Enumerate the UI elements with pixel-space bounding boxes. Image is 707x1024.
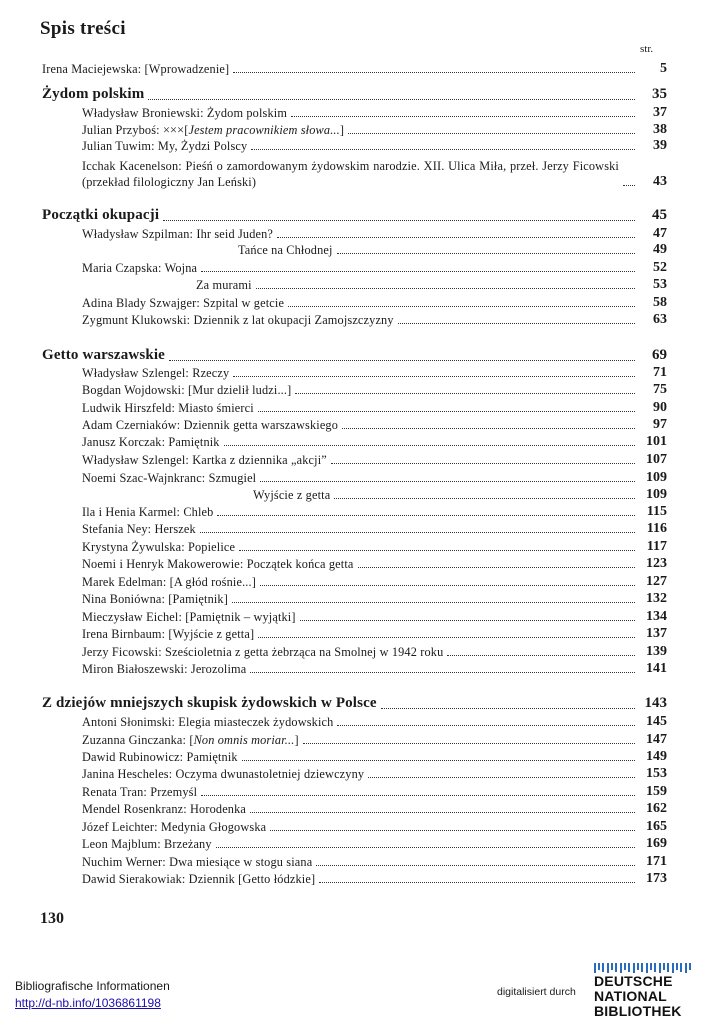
toc-page-number: 71 (653, 365, 667, 380)
toc-entry-title (82, 819, 266, 835)
dot-leader (358, 567, 636, 568)
toc-entry-title (82, 539, 235, 555)
dot-leader (224, 445, 635, 446)
toc-title-text: Antoni Słonimski: Elegia miasteczek żydowskich (82, 715, 334, 729)
dot-leader (217, 515, 635, 516)
toc-entry-title (82, 400, 254, 416)
toc-entry-title (42, 61, 229, 77)
toc-title-text: Krystyna Żywulska: Popielice (82, 540, 236, 554)
toc-title-text: Ila i Henia Karmel: Chleb (82, 505, 214, 519)
toc-entry (82, 156, 667, 190)
toc-entry-title (82, 574, 256, 590)
toc-title-text: Janina Hescheles: Oczyma dwunastoletniej dziewczyny (82, 767, 365, 781)
toc-entry (82, 836, 667, 852)
dot-leader (250, 672, 635, 673)
toc-title-text: Noemi Szac-Wajnkranc: Szmugiel (82, 471, 257, 485)
toc-page-number: 132 (646, 591, 667, 606)
toc-section-title (42, 346, 165, 365)
toc-page-number: 52 (653, 260, 667, 275)
toc-page-number: 43 (653, 174, 667, 189)
toc-entry (82, 138, 667, 154)
dnb-logo-line: DEUTSCHE (594, 973, 673, 989)
dnb-logo-bar (637, 963, 639, 970)
dot-leader (288, 306, 635, 307)
dnb-logo (594, 963, 694, 1021)
dnb-logo-bar (624, 963, 626, 970)
toc-entry (82, 105, 667, 121)
dot-leader (201, 795, 635, 796)
toc-entry (82, 609, 667, 625)
dot-leader (232, 602, 635, 603)
dot-leader (316, 865, 635, 866)
toc-entry (82, 871, 667, 887)
toc-title-text: Noemi i Henryk Makowerowie: Początek końca getta (82, 557, 354, 571)
toc-section (42, 206, 667, 225)
dot-leader (334, 498, 635, 499)
toc-page-number: 123 (646, 556, 667, 571)
toc-title-text: Nina Boniówna: [Pamiętnik] (82, 592, 228, 606)
toc-page-number: 159 (646, 784, 667, 799)
toc-entry-title (82, 417, 338, 433)
bibliographic-info (15, 978, 170, 1012)
toc-title-text: Wyjście z getta (253, 488, 331, 502)
dnb-logo-bar (607, 963, 609, 973)
toc-entry-title (82, 871, 315, 887)
dot-leader (319, 882, 635, 883)
toc-title-text: Irena Birnbaum: [Wyjście z getta] (82, 627, 255, 641)
toc-page-number: 69 (652, 347, 667, 363)
toc-title-text: Dawid Sierakowiak: Dziennik [Getto łódzkie] (82, 872, 316, 886)
toc-page-number: 134 (646, 609, 667, 624)
toc-entry-title (238, 242, 333, 258)
dot-leader (258, 637, 635, 638)
toc-entry (82, 556, 667, 572)
toc-page-number: 169 (646, 836, 667, 851)
toc-page-number: 143 (644, 695, 667, 711)
dnb-logo-bar (633, 963, 635, 973)
dnb-logo-bar (620, 963, 622, 973)
toc-title-text: Julian Tuwim: My, Żydzi Polscy (82, 139, 248, 153)
toc-title-text: Żydom polskim (42, 86, 145, 102)
toc-title-text: Początki okupacji (42, 207, 160, 223)
toc-entry (82, 574, 667, 590)
dnb-logo-bar (598, 963, 600, 970)
dot-leader (348, 133, 635, 134)
toc-entry-title (82, 382, 291, 398)
toc-page-number: 147 (646, 732, 667, 747)
toc-title-text: Władysław Szlengel: Rzeczy (82, 366, 230, 380)
toc-entry-title (82, 365, 229, 381)
bibliographic-info-link[interactable]: http://d-nb.info/1036861198 (15, 996, 161, 1010)
toc-entry (82, 295, 667, 311)
toc-entry (82, 591, 667, 607)
page-column-label: str. (640, 43, 654, 55)
toc-title-text: Zygmunt Klukowski: Dziennik z lat okupacji Zamojszczyzny (82, 313, 394, 327)
toc-page-number: 115 (646, 504, 667, 519)
toc-entry-title (82, 714, 333, 730)
toc-entry (82, 749, 667, 765)
toc-entry (82, 801, 667, 817)
toc-title-text: Janusz Korczak: Pamiętnik (82, 435, 220, 449)
toc-title-italic: Non omnis moriar... (193, 733, 295, 747)
toc-entry (82, 470, 667, 486)
dnb-logo-bar (685, 963, 687, 973)
dnb-logo-bar (663, 963, 665, 970)
toc-entry (82, 226, 667, 242)
toc-title-text: Mieczysław Eichel: [Pamiętnik – wyjątki] (82, 610, 296, 624)
toc-page-number: 162 (646, 801, 667, 816)
toc-entry (82, 504, 667, 520)
toc-title-text: Zuzanna Ginczanka: [ (82, 733, 194, 747)
dnb-logo-bar (602, 963, 604, 972)
toc-title-text: Leon Majblum: Brzeżany (82, 837, 212, 851)
toc-title-text: Adam Czerniaków: Dziennik getta warszawskiego (82, 418, 339, 432)
toc-entry-title (82, 854, 312, 870)
toc-entry (82, 539, 667, 555)
toc-title-text: Renata Tran: Przemyśl (82, 785, 198, 799)
toc-entry (82, 452, 667, 468)
toc-title-text: Władysław Broniewski: Żydom polskim (82, 106, 288, 120)
dot-leader (623, 185, 635, 186)
toc-entry (82, 732, 667, 748)
toc-entry (82, 626, 667, 642)
toc-page-number: 101 (646, 434, 667, 449)
dot-leader (169, 360, 635, 361)
dot-leader (447, 655, 635, 656)
toc-page-number: 47 (653, 226, 667, 241)
dnb-logo-bar (650, 963, 652, 970)
dot-leader (250, 812, 635, 813)
toc-entry (82, 122, 667, 138)
toc-page-number: 173 (646, 871, 667, 886)
toc-entry (82, 521, 667, 537)
toc-entry-title (82, 749, 238, 765)
toc-entry (42, 61, 667, 77)
toc-entry (82, 854, 667, 870)
dot-leader (216, 847, 635, 848)
toc-entry-title (82, 138, 247, 154)
toc-entry-title (82, 836, 212, 852)
toc-title-text: Adina Blady Szwajger: Szpital w getcie (82, 296, 285, 310)
dot-leader (300, 620, 635, 621)
toc-entry-title (82, 295, 284, 311)
toc-page-number: 127 (646, 574, 667, 589)
toc-page-number: 109 (646, 470, 667, 485)
toc-page-number: 5 (660, 61, 667, 76)
toc-page-number: 97 (653, 417, 667, 432)
dnb-logo-bar (611, 963, 613, 970)
dot-leader (295, 393, 635, 394)
dnb-logo-bar (667, 963, 669, 972)
dot-leader (256, 288, 635, 289)
dot-leader (201, 271, 635, 272)
toc-title-text: Mendel Rosenkranz: Horodenka (82, 802, 247, 816)
dot-leader (251, 149, 635, 150)
toc-title-italic: Jestem pracownikiem słowa... (188, 123, 340, 137)
toc-entry-title (253, 487, 330, 503)
toc-entry (253, 487, 667, 503)
toc-entry (82, 400, 667, 416)
toc-title-text: Miron Białoszewski: Jerozolima (82, 662, 247, 676)
toc-title-text: ] (339, 123, 345, 137)
dot-leader (381, 708, 635, 709)
toc-entry (82, 382, 667, 398)
toc-entry (238, 242, 667, 258)
toc-entry (82, 260, 667, 276)
toc-entry-title (82, 784, 197, 800)
toc-entry-title (82, 644, 443, 660)
toc-entry (82, 819, 667, 835)
dnb-logo-bar (680, 963, 682, 972)
toc-section-title (42, 694, 377, 713)
toc-title-text: Irena Maciejewska: [Wprowadzenie] (42, 62, 230, 76)
toc-title-text: Władysław Szlengel: Kartka z dziennika „akcji” (82, 453, 327, 467)
toc-entry (82, 312, 667, 328)
toc-title-text: Bogdan Wojdowski: [Mur dzielił ludzi...] (82, 383, 292, 397)
toc-section-title (42, 206, 159, 225)
toc-page-number: 37 (653, 105, 667, 120)
dot-leader (200, 532, 635, 533)
toc-entry-title (82, 801, 246, 817)
toc-entry (82, 365, 667, 381)
toc-title-text: Ludwik Hirszfeld: Miasto śmierci (82, 401, 254, 415)
toc-section (42, 694, 667, 713)
dot-leader (398, 323, 635, 324)
toc-entry-title (82, 122, 344, 138)
toc-entry-title (196, 277, 252, 293)
dnb-logo-bars (594, 963, 694, 973)
dot-leader (242, 760, 635, 761)
dnb-logo-bar (628, 963, 630, 972)
toc-title-text: Dawid Rubinowicz: Pamiętnik (82, 750, 238, 764)
digitized-by-label: digitalisiert durch (497, 986, 576, 998)
toc-entry-title (82, 434, 220, 450)
dot-leader (260, 481, 635, 482)
toc-title-text: Jerzy Ficowski: Sześcioletnia z getta żebrząca na Smolnej w 1942 roku (82, 645, 444, 659)
dnb-logo-bar (659, 963, 661, 973)
toc-entry-title (82, 626, 254, 642)
toc-title-text: Stefania Ney: Herszek (82, 522, 196, 536)
dnb-logo-bar (676, 963, 678, 970)
toc-page-number: 75 (653, 382, 667, 397)
toc-entry-title (82, 105, 287, 121)
toc-page-number: 90 (653, 400, 667, 415)
dnb-logo-bar (672, 963, 674, 973)
dnb-logo-bar (689, 963, 691, 970)
toc-entry (82, 417, 667, 433)
toc-entry (82, 661, 667, 677)
toc-section-title (42, 85, 144, 104)
dot-leader (270, 830, 635, 831)
dot-leader (258, 411, 635, 412)
dot-leader (260, 585, 635, 586)
dot-leader (331, 463, 635, 464)
toc-entry-title (82, 226, 273, 242)
toc-entry-title (82, 504, 213, 520)
dot-leader (148, 99, 635, 100)
dnb-logo-bar (654, 963, 656, 972)
toc-title-text: Icchak Kacenelson: Pieśń o zamordowanym żydowskim narodzie. XII. Ulica Miła, przeł. Jerzy Ficowski (przekład filologiczny Jan Leński) (82, 159, 619, 189)
dnb-logo-line: NATIONAL (594, 988, 667, 1004)
toc-entry-title (82, 521, 196, 537)
toc-page-number: 53 (653, 277, 667, 292)
toc-entry-title (82, 732, 299, 748)
toc-entry-title (82, 556, 354, 572)
dnb-logo-bar (615, 963, 617, 972)
page-title: Spis treści (40, 18, 126, 39)
dnb-logo-bar (594, 963, 596, 973)
toc-page-number: 141 (646, 661, 667, 676)
dot-leader (233, 376, 635, 377)
toc-page-number: 35 (652, 86, 667, 102)
toc-entry-title (82, 158, 619, 190)
dot-leader (239, 550, 635, 551)
toc-title-text: Józef Leichter: Medynia Głogowska (82, 820, 267, 834)
toc-page-number: 116 (646, 521, 667, 536)
dnb-logo-bar (646, 963, 648, 973)
dot-leader (277, 237, 635, 238)
toc-entry (82, 644, 667, 660)
toc-entry (82, 434, 667, 450)
toc-page-number: 63 (653, 312, 667, 327)
toc-entry-title (82, 766, 364, 782)
toc-title-text: Za murami (196, 278, 252, 292)
toc-page-number: 107 (646, 452, 667, 467)
toc-page-number: 153 (646, 766, 667, 781)
toc-entry (82, 714, 667, 730)
toc-entry (82, 784, 667, 800)
toc-title-text: Nuchim Werner: Dwa miesiące w stogu siana (82, 855, 313, 869)
dnb-logo-text (594, 974, 682, 1019)
toc-page-number: 145 (646, 714, 667, 729)
toc-title-text: Getto warszawskie (42, 347, 165, 363)
dnb-logo-bar (641, 963, 643, 972)
dot-leader (233, 72, 635, 73)
toc-entry-title (82, 312, 394, 328)
toc-entry-title (82, 452, 327, 468)
dot-leader (337, 253, 635, 254)
toc-page-number: 117 (646, 539, 667, 554)
toc-entry-title (82, 591, 228, 607)
page-number: 130 (40, 910, 64, 927)
dnb-logo-line: BIBLIOTHEK (594, 1003, 682, 1019)
dot-leader (368, 777, 635, 778)
toc-title-text: Z dziejów mniejszych skupisk żydowskich w Polsce (42, 695, 377, 711)
toc-entry-title (82, 661, 246, 677)
toc-entry (196, 277, 667, 293)
dot-leader (342, 428, 635, 429)
toc-page-number: 165 (646, 819, 667, 834)
toc-title-text: Maria Czapska: Wojna (82, 261, 198, 275)
toc-page-number: 109 (646, 487, 667, 502)
toc-entry-title (82, 470, 256, 486)
toc-page-number: 149 (646, 749, 667, 764)
toc-page-number: 171 (646, 854, 667, 869)
toc-section (42, 85, 667, 104)
toc-page-number: 58 (653, 295, 667, 310)
toc-section (42, 346, 667, 365)
toc-title-text: ] (294, 733, 299, 747)
toc-page-number: 137 (646, 626, 667, 641)
toc-page-number: 45 (652, 207, 667, 223)
toc-page-number: 39 (653, 138, 667, 153)
toc-entry-title (82, 609, 296, 625)
toc-entry (82, 766, 667, 782)
toc-page-number: 139 (646, 644, 667, 659)
toc-entry-title (82, 260, 197, 276)
dot-leader (163, 220, 635, 221)
toc-title-text: Władysław Szpilman: Ihr seid Juden? (82, 227, 274, 241)
dot-leader (337, 725, 635, 726)
toc-title-text: Tańce na Chłodnej (238, 243, 333, 257)
dot-leader (291, 116, 635, 117)
bibliographic-info-label: Bibliografische Informationen (15, 979, 170, 993)
toc-title-text: Julian Przyboś: ×××[ (82, 123, 189, 137)
toc-page-number: 38 (653, 122, 667, 137)
toc-title-text: Marek Edelman: [A głód rośnie...] (82, 575, 256, 589)
toc-page-number: 49 (653, 242, 667, 257)
dot-leader (303, 743, 635, 744)
